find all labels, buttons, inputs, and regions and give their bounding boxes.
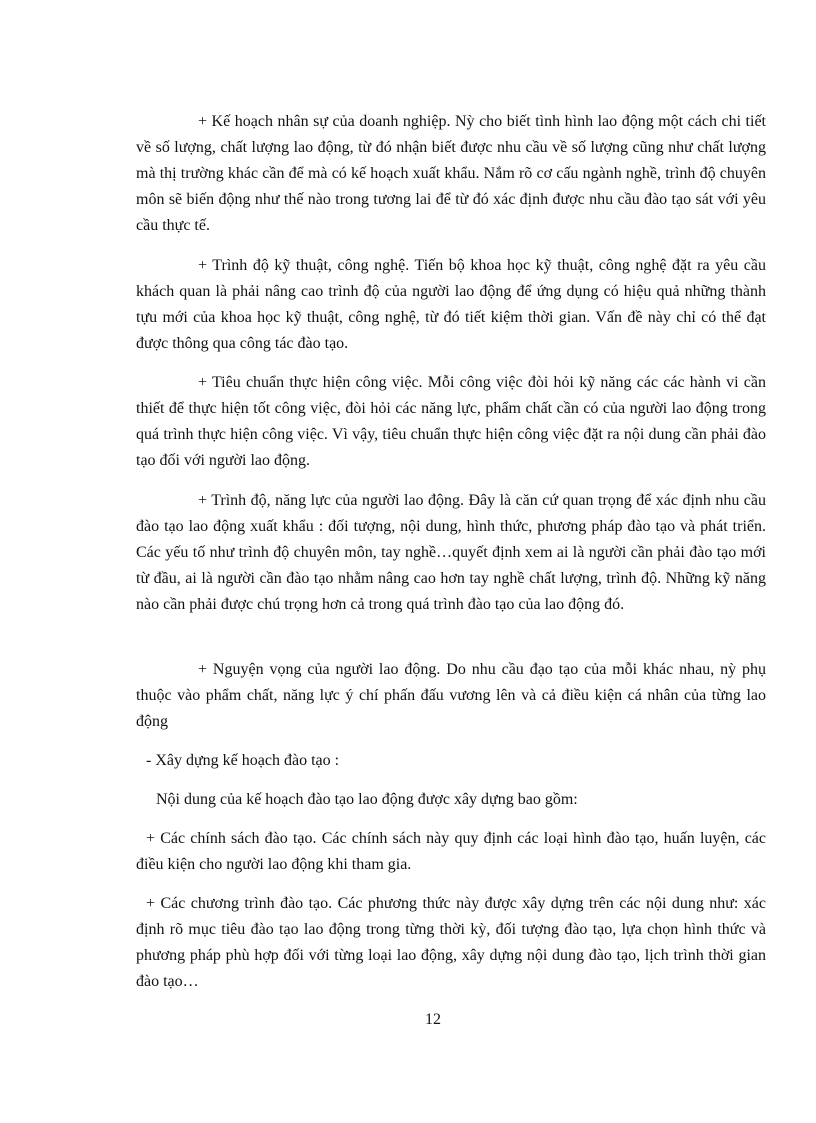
section-heading-training-plan: - Xây dựng kế hoạch đào tạo : bbox=[146, 752, 340, 769]
paragraph-training-programs: + Các chương trình đào tạo. Các phương thức này được xây dựng trên các nội dung như: xác định rõ mục tiêu đào tạo lao động trong từng thời kỳ, đối tượng đào tạo, lựa chọn hình thức và phương pháp phù hợp đối với từng loại lao động, xây dựng nội dung đào tạo, lịch trình thời gian đào tạo… bbox=[136, 895, 766, 990]
page-number: 12 bbox=[425, 1011, 441, 1028]
paragraph-worker-aspirations: + Nguyện vọng của người lao động. Do nhu cầu đạo tạo của mỗi khác nhau, nỳ phụ thuộc vào phẩm chất, năng lực ý chí phấn đấu vương lên và cả điều kiện cá nhân của từng lao động bbox=[136, 661, 766, 730]
paragraph-technology-level: + Trình độ kỹ thuật, công nghệ. Tiến bộ khoa học kỹ thuật, công nghệ đặt ra yêu cầu khách quan là phải nâng cao trình độ của người lao động để ứng dụng có hiệu quả những thành tựu mới của khoa học kỹ thuật, công nghệ, từ đó tiết kiệm thời gian. Vấn đề này chỉ có thể đạt được thông qua công tác đào tạo. bbox=[136, 257, 766, 352]
paragraph-plan-contents: Nội dung của kế hoạch đào tạo lao động được xây dựng bao gồm: bbox=[156, 791, 578, 808]
paragraph-worker-capability: + Trình độ, năng lực của người lao động. Đây là căn cứ quan trọng để xác định nhu cầu đào tạo lao động xuất khẩu : đối tượng, nội dung, hình thức, phương pháp đào tạo và phát triển. Các yếu tố như trình độ chuyên môn, tay nghề…quyết định xem ai là người cần phải đào tạo mới từ đầu, ai là người cần đào tạo nhằm nâng cao hơn tay nghề chất lượng, trình độ. Những kỹ năng nào cần phải được chú trọng hơn cả trong quá trình đào tạo của lao động đó. bbox=[136, 492, 766, 613]
paragraph-work-standards: + Tiêu chuẩn thực hiện công việc. Mỗi công việc đòi hỏi kỹ năng các các hành vi cần thiết để thực hiện tốt công việc, đòi hỏi các năng lực, phẩm chất cần có của người lao động trong quá trình thực hiện công việc. Vì vậy, tiêu chuẩn thực hiện công việc đặt ra nội dung cần phải đào tạo đối với người lao động. bbox=[136, 374, 766, 469]
paragraph-personnel-plan: + Kế hoạch nhân sự của doanh nghiệp. Nỳ cho biết tình hình lao động một cách chi tiết về số lượng, chất lượng lao động, từ đó nhận biết được nhu cầu về số lượng cũng như chất lượng mà thị trường khác cần để mà có kế hoạch xuất khẩu. Nắm rõ cơ cấu ngành nghề, trình độ chuyên môn sẽ biến động như thế nào trong tương lai để từ đó xác định được nhu cầu đào tạo sát với yêu cầu thực tế. bbox=[136, 113, 766, 234]
paragraph-training-policies: + Các chính sách đào tạo. Các chính sách này quy định các loại hình đào tạo, huấn luyện, các điều kiện cho người lao động khi tham gia. bbox=[136, 830, 766, 873]
